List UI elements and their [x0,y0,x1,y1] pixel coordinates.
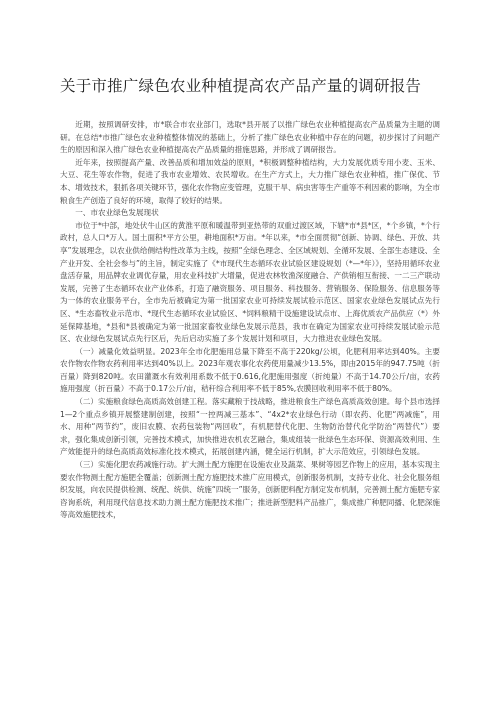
paragraph-reduction: （一）减量化效益明显。2023年全市化肥施用总量下降至不高于220kg/公顷，化肥利用率达到40%。主要农作物农作物农药利用率达到40%以上。2023年观农事化农药使用量减少13.5%，即由2015年的947.75吨（折百量）降到820吨。农田灌溉水有效利用系数不低于0.616,化肥施用强度（折纯量）不高于14.70公斤/亩，农药施用强度（折百量）不高于0.17公斤/亩，秸秆综合利用率不低于85%,农膜回收利用率不低于80%。 [60,346,440,394]
paragraph-background: 近年来，按照提高产量、改善品质和增加效益的原则，*积极调整种植结构，大力发展优质专用小麦、玉米、大豆、花生等农作物，促进了我市农业增效、农民增收。在生产方式上，大力推广绿色农业种植，推广保优、节本、增效技术，狠抓各项关键环节，强化农作物应变管理，克服干旱、病虫害等生产重等不利因素的影响，为全市粮食生产创造了良好的环境，取得了较好的结果。 [60,157,440,205]
paragraph-city-overview: 市位于*中部，地处伏牛山区的黄淮平原和暖温带到亚热带的双重过渡区域，下辖*市*县*区，*个乡镇，*个行政村，总人口*万人。国土面积*平方公里，耕地面积*万亩。*年以来，*市全面贯彻“创新、协调、绿色、开放、共享”发展理念，以农业供给侧结构性改革为主线，按照“全绿色理念、全区域规划、全循环发展、全部生态建设、全产业开发、全社会参与”的主旨，制定实施了《*市现代生态循环农业试验区建设规划（*—*年）》，坚持用循环农业盘活存量，用品牌农业调优存量，用农业科技扩大增量，促进农林牧渔深度融合、产供销相互衔接、一二三产联动发展，完善了生态循环农业产业体系，打造了融资服务、项目服务、科技服务、营销服务、保险服务、信息服务等为一体的农业服务平台，全市先后被确定为第一批国家农业可持续发展试验示范区、国家农业绿色发展试点先行区、*生态畜牧业示范市、*现代生态循环农业试验区、*饲料粮精干设施建设试点市、上海优质农产品供应（*）外延保障基地，*县和*县被确定为第一批国家畜牧业绿色发展示范县，我市在确定为国家农业可持续发展试验示范区、农业绿色发展试点先行区后，先后启动实施了多个发展计划和项目，大力推进农业绿色发展。 [60,220,440,344]
document-title: 关于市推广绿色农业种植提高农产品产量的调研报告 [60,77,422,95]
paragraph-fertilizer-action: （三）实施化肥农药减施行动。扩大测土配方施肥在设施农业及蔬菜、果树等园艺作物上的应用，基本实现主要农作物测土配方施肥全覆盖；创新测土配方施肥技术推广应用模式，创新服务机制，支持专业化、社会化服务组织发展，向农民提供检测、统配、统供、统施“四统一”服务，创新肥料配方制定发布机制，完善测土配方施肥专家咨询系统，利用现代信息技术助力测土配方施肥技术推广；推进新型肥料产品推广，集成推广种肥同播、化肥深施等高效施肥技术， [60,460,440,520]
section-heading-status: 一、市农业绿色发展现状 [75,208,159,218]
paragraph-grain-project: （二）实施粮食绿色高质高效创建工程。落实藏粮于技战略，推进粮食生产绿色高质高效创建。每个县市选择1—2个重点乡镇开展整建制创建，按照“一控两减三基本”、“4x2*农业绿色行动（即农药、化肥“两减施”，用水、用种“两节约”，废旧农膜、农药包装物“两回收”，有机肥替代化肥、生物防治替代化学防治“两替代”）要求，强化集成创新引领，完善技术模式，加快推进农机农艺融合，集成组装一批绿色生态环保、资源高效利用、生产效能提升的绿色高质高效标准化技术模式，拓展创建内涵，健全运行机制，扩大示范效应，引领绿色发展。 [60,397,440,457]
paragraph-intro: 近期，按照调研安排，市*联合市农业部门，选取*县开展了以推广绿色农业种植提高农产品质量为主题的调研。在总结*市推广绿色农业种植整体情况的基础上，分析了推广绿色农业种植中存在的问题，初步探讨了问题产生的原因和深入推广绿色农业种植提高农产品质量的措施思路，并形成了调研报告。 [60,120,440,155]
document-body [60,119,440,522]
